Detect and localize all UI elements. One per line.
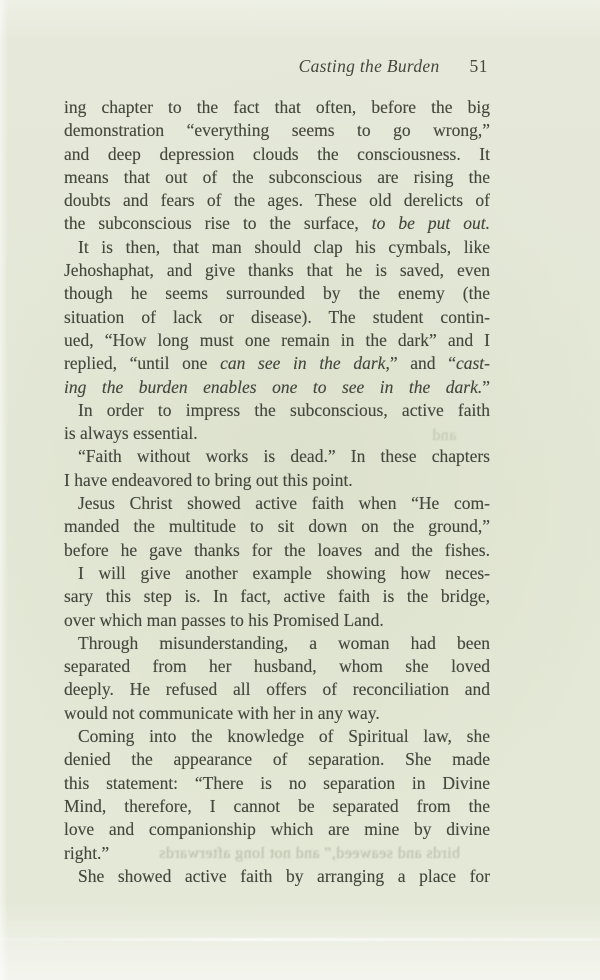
bleedthrough-text: birds and seaweed,” and not long afterwards [158, 845, 460, 862]
italic-text-run: to be put out. [371, 213, 490, 234]
text-line [64, 352, 490, 375]
italic-text-run: can see in the dark, [220, 353, 390, 374]
text-run: the subconscious rise to the surface, [64, 213, 372, 234]
text-run: right.” [64, 842, 110, 863]
text-line [64, 166, 490, 189]
text-run: over which man passes to his Promised Land. [64, 609, 384, 630]
text-run: separated from her husband, whom she loved [64, 656, 490, 677]
text-run: Jehoshaphat, and give thanks that he is saved, even [64, 260, 490, 281]
text-line [64, 445, 490, 468]
text-run: replied, “until one [64, 353, 221, 374]
text-run: manded the multitude to sit down on the ground,” [64, 516, 490, 537]
text-line [64, 609, 490, 632]
italic-text-run: ing the burden enables one to see in the dark. [64, 376, 483, 397]
text-line [64, 469, 490, 492]
text-line [64, 306, 490, 329]
text-run: I have endeavored to bring out this point. [64, 469, 353, 490]
text-run: situation of lack or disease). The student contin- [64, 306, 490, 327]
paragraph [64, 725, 490, 865]
text-line [64, 212, 490, 235]
text-line [64, 585, 490, 608]
text-line [64, 119, 490, 142]
text-line [64, 748, 490, 771]
text-line [64, 865, 490, 888]
text-line [64, 329, 490, 352]
text-line [64, 515, 490, 538]
text-run: Jesus Christ showed active faith when “He com- [78, 493, 490, 514]
text-run: this statement: “There is no separation in Divine [64, 772, 490, 793]
text-run: ing chapter to the fact that often, before the big [64, 97, 490, 117]
text-run: “Faith without works is dead.” In these chapters [78, 446, 490, 467]
text-line [64, 96, 490, 119]
text-run: and deep depression clouds the consciousness. It [64, 143, 490, 164]
text-line [64, 795, 490, 818]
text-run: ued, “How long must one remain in the dark” and I [64, 329, 490, 350]
text-run: It is then, that man should clap his cymbals, like [78, 236, 490, 257]
text-run: Mind, therefore, I cannot be separated from the [64, 795, 490, 816]
text-run: though he seems surrounded by the enemy (the [64, 283, 490, 304]
text-line [64, 399, 490, 422]
text-run: ” [482, 376, 490, 397]
paragraph [64, 632, 490, 725]
text-line [64, 282, 490, 305]
text-run: before he gave thanks for the loaves and the fishes. [64, 539, 490, 560]
text-block [64, 96, 490, 888]
page-number: 51 [469, 56, 488, 76]
text-line [64, 539, 490, 562]
bleedthrough-fragment: and [432, 427, 457, 444]
paragraph [64, 399, 490, 446]
text-run: is always essential. [64, 423, 198, 444]
text-run: ” and “ [389, 353, 456, 374]
text-run: I will give another example showing how neces- [78, 562, 490, 583]
chapter-title: Casting the Burden [298, 56, 440, 76]
text-line [64, 236, 490, 259]
text-line [64, 632, 490, 655]
paragraph [64, 865, 490, 888]
paragraph [64, 96, 490, 236]
text-line [64, 678, 490, 701]
text-run: deeply. He refused all offers of reconciliation and [64, 679, 490, 700]
text-run: Through misunderstanding, a woman had been [78, 632, 490, 653]
paragraph [64, 562, 490, 632]
text-run: In order to impress the subconscious, active faith [78, 399, 490, 420]
text-line [64, 422, 490, 445]
running-header [0, 56, 488, 76]
text-line [64, 562, 490, 585]
text-line [64, 842, 490, 865]
text-run: She showed active faith by arranging a place for [78, 865, 490, 886]
text-run: doubts and fears of the ages. These old derelicts of [64, 190, 490, 211]
text-line [64, 376, 490, 399]
text-line [64, 655, 490, 678]
text-line [64, 818, 490, 841]
paragraph [64, 236, 490, 399]
text-run: denied the appearance of separation. She made [64, 749, 490, 770]
text-line [64, 189, 490, 212]
text-run: Coming into the knowledge of Spiritual law, she [78, 726, 490, 747]
paragraph [64, 492, 490, 562]
text-line [64, 492, 490, 515]
text-line [64, 259, 490, 282]
text-run: love and companionship which are mine by divine [64, 819, 490, 840]
text-line [64, 725, 490, 748]
text-line [64, 772, 490, 795]
text-run: would not communicate with her in any way. [64, 702, 380, 723]
italic-text-run: cast- [455, 353, 490, 374]
paragraph [64, 445, 490, 492]
text-run: sary this step is. In fact, active faith is the bridge, [64, 586, 490, 607]
text-run: demonstration “everything seems to go wrong,” [64, 120, 490, 141]
text-line [64, 702, 490, 725]
text-run: means that out of the subconscious are rising the [64, 166, 490, 187]
text-line [64, 143, 490, 166]
